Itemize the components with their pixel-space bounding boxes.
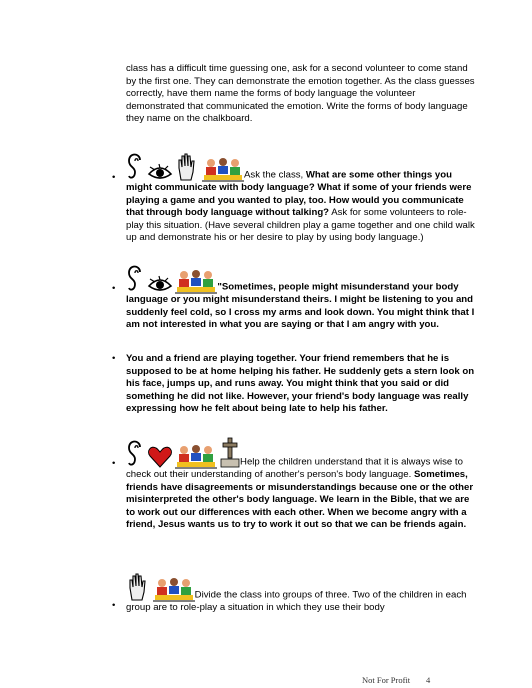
bullet-marker: • (112, 172, 116, 183)
ear-icon (126, 150, 144, 182)
children-icon (175, 443, 217, 469)
ear-icon (126, 437, 144, 469)
bullet-marker: • (112, 283, 116, 294)
list-item: Help the children understand that it is always wise to check out their understanding of another's person's body language. Sometimes, friends have disagreements or misunderstandings because one or the other misinterpreted the other's body language. We learn in the Bible, that we are to work out our differences with each other. When we become angry with a friend, Jesus wants us to try to work it out so that we can be friends again. (126, 437, 476, 532)
list-item: Ask the class, What are some other things you might communicate with body language? What if some of your friends were playing a game and you wanted to play, too. How would you communicate that through body language without talking? Ask for some volunteers to role-play this situation. (Have several children play a game together and one child walk up and demonstrate his or her desire to play by using body language.) (126, 150, 476, 245)
list-item: "Sometimes, people might misunderstand your body language or you might misunderstand theirs. I might be listening to you and suddenly feel cold, so I cross my arms and look down. You might think that I am not interested in what you are saying or that I am angry with you. (126, 262, 476, 332)
children-icon (202, 156, 244, 182)
list-item: You and a friend are playing together. Your friend remembers that he is supposed to be at home helping his father. He suddenly gets a stern look on his face, jumps up, and runs away. You might think that you said or did something he did not like. However, your friend's body language was really expressing how he felt about being late to help his father. (126, 353, 475, 415)
cross-icon (220, 437, 240, 469)
hand-icon (126, 572, 150, 602)
bullet-marker: • (112, 458, 116, 469)
list-item: Divide the class into groups of three. Two of the children in each group are to role-play a situation in which they use their body (126, 572, 476, 615)
intro-paragraph: class has a difficult time guessing one, ask for a second volunteer to come stand by the first one. They can demonstrate the emotion together. As the class guesses correctly, have them name the forms of body language the volunteer demonstrated that communicated the emotion. Write the forms of body language they name on the chalkboard. (126, 63, 475, 125)
icon-group (126, 150, 244, 182)
icon-group (126, 437, 240, 469)
icon-group (126, 262, 217, 294)
eye-icon (147, 162, 173, 182)
footer-text: Not For Profit (362, 675, 411, 685)
page-number: 4 (426, 675, 431, 685)
bullet-marker: • (112, 600, 116, 611)
bullet-marker: • (112, 353, 116, 364)
heart-icon (147, 445, 173, 469)
children-icon (175, 268, 217, 294)
icon-group (126, 572, 195, 602)
hand-icon (175, 152, 199, 182)
eye-icon (147, 274, 173, 294)
children-icon (153, 576, 195, 602)
ear-icon (126, 262, 144, 294)
